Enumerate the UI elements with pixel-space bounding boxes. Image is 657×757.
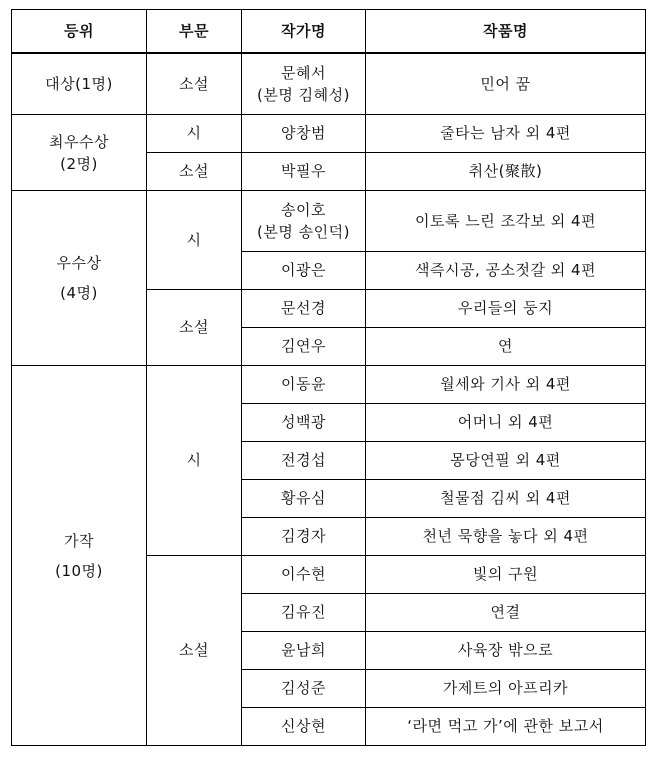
rank-label: 우수상 — [56, 254, 102, 272]
table-row — [12, 366, 646, 404]
author-cell: 김연우 — [242, 328, 366, 366]
author-real-name: (본명 김혜성) — [257, 86, 350, 104]
work-cell: 우리들의 둥지 — [366, 290, 646, 328]
work-cell: 민어 꿈 — [366, 53, 646, 115]
rank-cell — [12, 115, 147, 191]
header-row — [12, 10, 646, 54]
author-cell: 이동윤 — [242, 366, 366, 404]
work-cell: 이토록 느린 조각보 외 4편 — [366, 191, 646, 252]
author-cell: 전경섭 — [242, 442, 366, 480]
author-cell: 양창범 — [242, 115, 366, 153]
section-cell: 시 — [147, 191, 242, 290]
rank-label: 최우수상 — [49, 132, 109, 151]
work-cell: 사육장 밖으로 — [366, 632, 646, 670]
work-cell: 철물점 김씨 외 4편 — [366, 480, 646, 518]
header-rank: 등위 — [12, 10, 147, 54]
rank-cell — [12, 191, 147, 366]
rank-cell: 대상(1명) — [12, 53, 147, 115]
author-cell: 윤남희 — [242, 632, 366, 670]
author-cell — [242, 53, 366, 115]
author-cell: 김경자 — [242, 518, 366, 556]
work-cell: 어머니 외 4편 — [366, 404, 646, 442]
table-row — [12, 115, 646, 153]
work-cell: ‘라면 먹고 가’에 관한 보고서 — [366, 708, 646, 746]
section-cell: 시 — [147, 366, 242, 556]
awards-document — [11, 9, 645, 746]
table-row — [12, 53, 646, 115]
rank-cell — [12, 366, 147, 746]
author-cell: 이광은 — [242, 252, 366, 290]
header-section: 부문 — [147, 10, 242, 54]
author-cell: 황유심 — [242, 480, 366, 518]
work-cell: 천년 묵향을 놓다 외 4편 — [366, 518, 646, 556]
work-cell: 색즉시공, 공소젓갈 외 4편 — [366, 252, 646, 290]
work-cell: 빛의 구원 — [366, 556, 646, 594]
section-cell: 소설 — [147, 556, 242, 746]
rank-count: (2명) — [60, 154, 98, 173]
work-cell: 월세와 기사 외 4편 — [366, 366, 646, 404]
header-work: 작품명 — [366, 10, 646, 54]
author-name: 문혜서 — [281, 64, 326, 82]
section-cell: 소설 — [147, 153, 242, 191]
rank-count: (10명) — [55, 561, 103, 580]
work-cell: 몽당연필 외 4편 — [366, 442, 646, 480]
section-cell: 소설 — [147, 290, 242, 366]
rank-count: (4명) — [60, 284, 98, 302]
section-cell: 시 — [147, 115, 242, 153]
work-cell: 연결 — [366, 594, 646, 632]
author-name: 송이호 — [281, 201, 326, 219]
header-author: 작가명 — [242, 10, 366, 54]
work-cell: 줄타는 남자 외 4편 — [366, 115, 646, 153]
awards-table — [11, 9, 646, 746]
work-cell: 연 — [366, 328, 646, 366]
author-cell: 신상현 — [242, 708, 366, 746]
table-row — [12, 191, 646, 252]
section-cell: 소설 — [147, 53, 242, 115]
author-cell — [242, 191, 366, 252]
author-real-name: (본명 송인덕) — [257, 223, 350, 241]
author-cell: 김성준 — [242, 670, 366, 708]
work-cell: 가제트의 아프리카 — [366, 670, 646, 708]
rank-label: 가작 — [64, 531, 94, 550]
author-cell: 이수현 — [242, 556, 366, 594]
author-cell: 김유진 — [242, 594, 366, 632]
author-cell: 문선경 — [242, 290, 366, 328]
author-cell: 성백광 — [242, 404, 366, 442]
author-cell: 박필우 — [242, 153, 366, 191]
work-cell: 취산(聚散) — [366, 153, 646, 191]
